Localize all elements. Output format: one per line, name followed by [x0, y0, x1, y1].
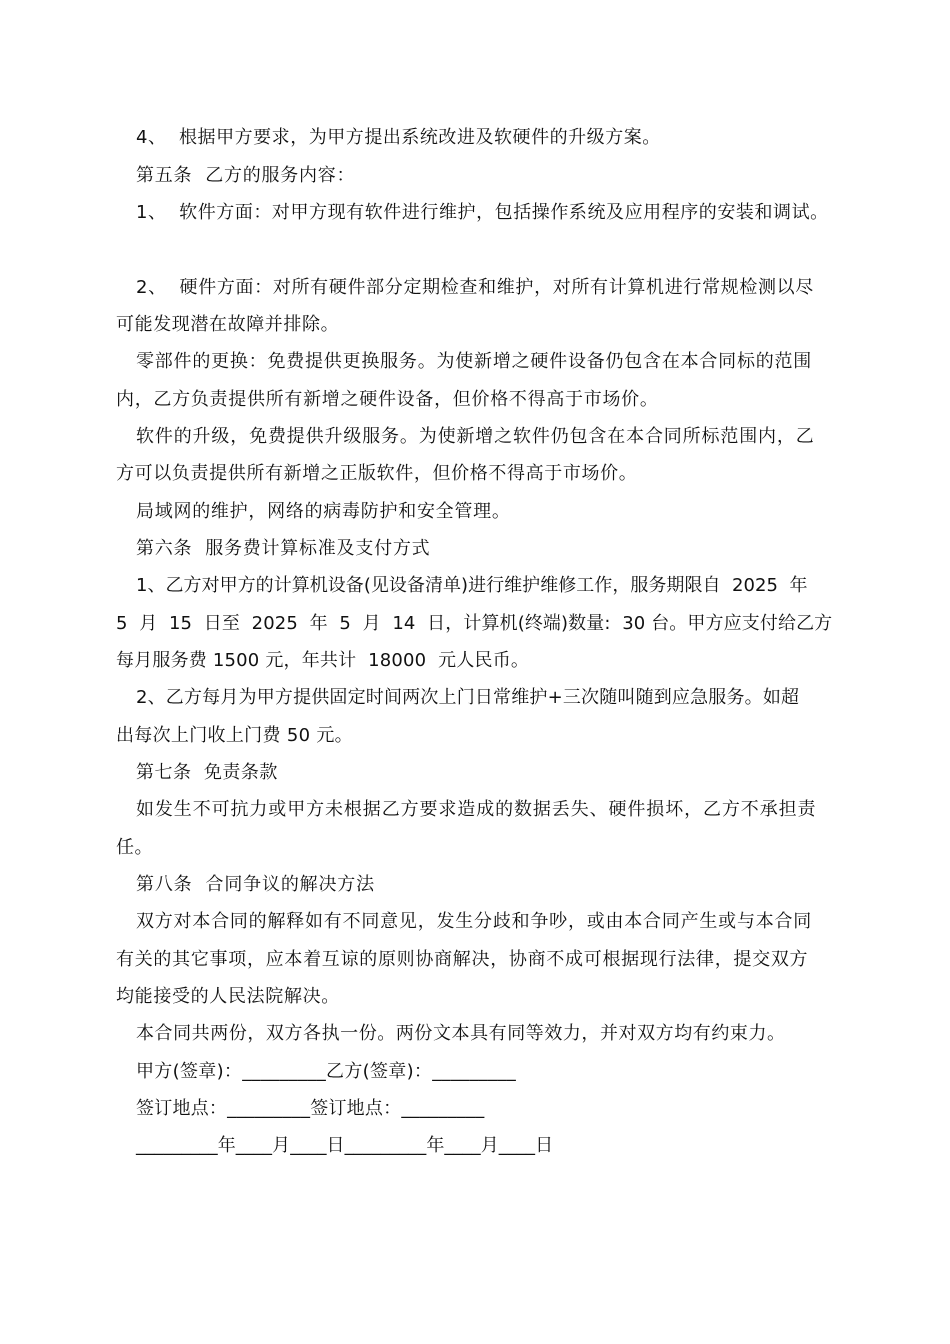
- signing-place-line: 签订地点：_________签订地点：_________: [136, 1098, 485, 1119]
- article-5-heading: 第五条 乙方的服务内容：: [136, 165, 356, 186]
- signature-line: 甲方(签章)：_________乙方(签章)：_________: [136, 1061, 517, 1082]
- hardware-service-text-2: 可能发现潜在故障并排除。: [116, 314, 340, 335]
- software-service-text: 1、 软件方面：对甲方现有软件进行维护，包括操作系统及应用程序的安装和调试。: [136, 202, 829, 223]
- software-upgrade-text-2: 方可以负责提供所有新增之正版软件，但价格不得高于市场价。: [116, 463, 638, 484]
- disclaimer-text-1: 如发生不可抗力或甲方未根据乙方要求造成的数据丢失、硬件损坏，乙方不承担责: [136, 799, 817, 820]
- onsite-service-text-2: 出每次上门收上门费 50 元。: [116, 725, 353, 746]
- onsite-service-text-1: 2、乙方每月为甲方提供固定时间两次上门日常维护+三次随叫随到应急服务。如超: [136, 687, 800, 708]
- signing-date-line: _________年____月____日_________年____月____日: [136, 1135, 554, 1156]
- article-6-heading: 第六条 服务费计算标准及支付方式: [136, 538, 431, 559]
- software-upgrade-text-1: 软件的升级，免费提供升级服务。为使新增之软件仍包含在本合同所标范围内，乙: [136, 426, 815, 447]
- dispute-text-2: 有关的其它事项，应本着互谅的原则协商解决，协商不成可根据现行法律，提交双方: [116, 949, 809, 970]
- dispute-text-1: 双方对本合同的解释如有不同意见，发生分歧和争吵，或由本合同产生或与本合同: [136, 911, 813, 932]
- lan-maintenance-text: 局域网的维护，网络的病毒防护和安全管理。: [136, 501, 511, 522]
- parts-replacement-text-2: 内，乙方负责提供所有新增之硬件设备，但价格不得高于市场价。: [116, 389, 659, 410]
- parts-replacement-text-1: 零部件的更换：免费提供更换服务。为使新增之硬件设备仍包含在本合同标的范围: [136, 351, 813, 372]
- copies-text: 本合同共两份，双方各执一份。两份文本具有同等效力，并对双方均有约束力。: [136, 1023, 786, 1044]
- clause-4-text: 4、 根据甲方要求，为甲方提出系统改进及软硬件的升级方案。: [136, 127, 661, 148]
- service-fee-text-1: 1、乙方对甲方的计算机设备(见设备清单)进行维护维修工作，服务期限自 2025 年: [136, 575, 808, 596]
- service-fee-text-2: 5 月 15 日至 2025 年 5 月 14 日，计算机(终端)数量: 30 台。甲方应支付给乙方: [116, 613, 833, 634]
- hardware-service-text-1: 2、 硬件方面：对所有硬件部分定期检查和维护，对所有计算机进行常规检测以尽: [136, 277, 814, 298]
- disclaimer-text-2: 任。: [116, 837, 153, 858]
- article-8-heading: 第八条 合同争议的解决方法: [136, 874, 375, 895]
- service-fee-text-3: 每月服务费 1500 元，年共计 18000 元人民币。: [116, 650, 530, 671]
- article-7-heading: 第七条 免责条款: [136, 762, 278, 783]
- dispute-text-3: 均能接受的人民法院解决。: [116, 986, 340, 1007]
